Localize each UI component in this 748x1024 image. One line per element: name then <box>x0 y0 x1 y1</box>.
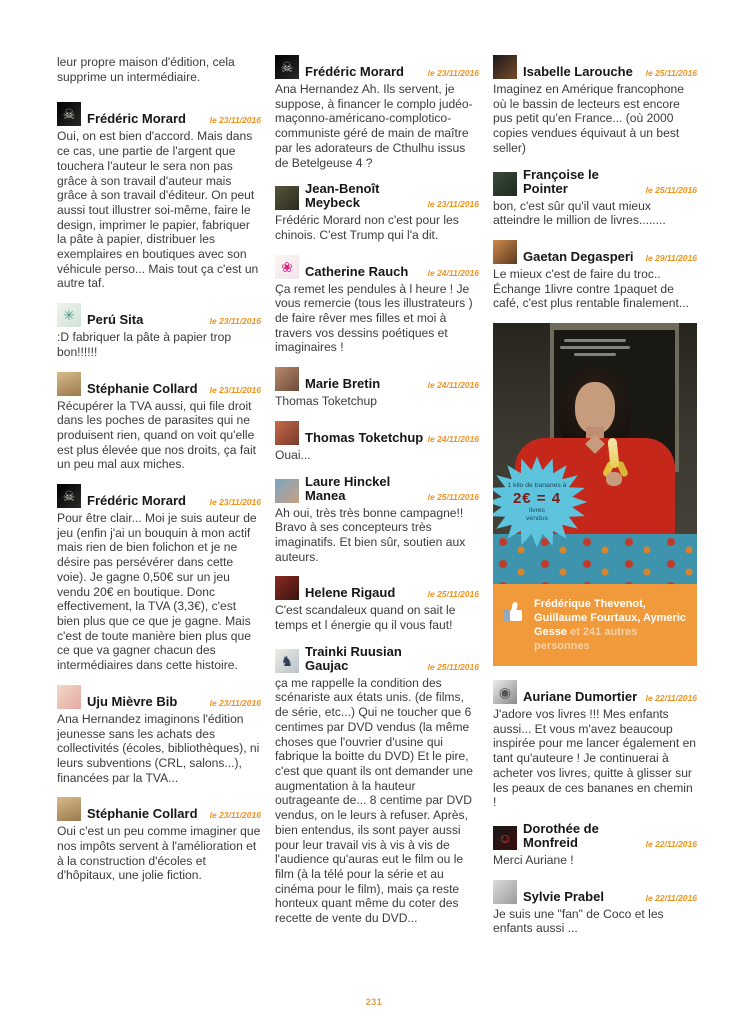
comment-text: Le mieux c'est de faire du troc.. Échange 1livre contre 1paquet de café, c'est plus rentable finalement... <box>493 266 689 311</box>
comment-text: bon, c'est sûr qu'il vaut mieux atteindre le million de livres........ <box>493 198 666 228</box>
avatar: ☠ <box>57 484 81 508</box>
comment <box>493 55 697 156</box>
avatar <box>493 880 517 904</box>
price-starburst-badge <box>493 454 589 550</box>
photo-caption-line <box>574 353 616 356</box>
comment-header <box>275 182 479 210</box>
comment-header <box>275 55 479 79</box>
comment-text: Oui, on est bien d'accord. Mais dans ce cas, une partie de l'argent que touchera l'auteur le sera non pas grâce à son travail d'auteur mais grâce à son travail d'éditeur. On peut aussi tout illustrer soi-même, faire le design, imprimer le papier, fabriquer la pâte à papier, distribuer les exemplaires en boutiques avec son véhicule perso... Mais tout ça c'est un autre taf. <box>57 129 259 291</box>
commenter-name: Stéphanie Collard <box>87 380 198 396</box>
comment <box>275 421 479 463</box>
avatar: ☠ <box>275 55 299 79</box>
commenter-name: Sylvie Prabel <box>523 888 604 904</box>
comment-text: Oui c'est un peu comme imaginer que nos impôts servent à l'amélioration et à la construction d'écoles et d'hôpitaux, une jolie fiction. <box>57 824 261 883</box>
badge-line-top: 1 kilo de bananes à <box>507 481 567 489</box>
comment-header <box>57 484 261 508</box>
commenter-name: Perú Sita <box>87 312 144 328</box>
avatar <box>57 372 81 396</box>
avatar: ◉ <box>493 680 517 704</box>
avatar <box>275 367 299 391</box>
comment-text: J'adore vos livres !!! Mes enfants aussi... Et vous m'avez beaucoup inspirée pour me lancer également en tant qu'auteure ! Je continuerai à acheter vos livres, quitte à glisser sur les peaux de ces bananes en chemin ! <box>493 707 697 810</box>
comment-text: Pour être clair... Moi je suis auteur de jeu (enfin j'ai un bouquin à mon actif mais rien de bien folichon et je ne désire pas persévérer dans cette voie). Je gagne 0,50€ sur un jeu vendu 20€ en boutique. Donc effectivement, la TVA (3,3€), c'est bien plus que ce que je gagne. Mais c'est de toute manière bien plus que ce que va gagner chacun des intermédiaires dans cette histoire. <box>57 511 257 673</box>
commenter-name: Auriane Dumortier <box>523 689 638 705</box>
commenter-name: Uju Mièvre Bib <box>87 693 178 709</box>
avatar <box>493 240 517 264</box>
comment-header <box>275 645 479 673</box>
avatar: ♞ <box>275 649 299 673</box>
comment-date: le 22/11/2016 <box>645 892 697 903</box>
comment-header <box>493 240 697 264</box>
commenter-name: Helene Rigaud <box>305 585 396 601</box>
comment-date: le 23/11/2016 <box>209 697 261 708</box>
comment-header <box>57 685 261 709</box>
comment-date: le 23/11/2016 <box>209 384 261 395</box>
woman-face <box>575 382 615 434</box>
commenter-name: Catherine Rauch <box>305 263 409 279</box>
comment-header <box>275 475 479 503</box>
comment-text: Merci Auriane ! <box>493 852 574 867</box>
comment-date: le 25/11/2016 <box>427 491 479 502</box>
likes-others-count: et 241 autres personnes <box>534 626 638 653</box>
commenter-name: Isabelle Larouche <box>523 64 633 79</box>
comment-header <box>493 168 697 196</box>
commenter-name: Trainki Ruusian Gaujac <box>305 643 402 673</box>
avatar <box>57 685 81 709</box>
comment <box>57 484 261 673</box>
likers-names: Frédérique Thevenot, Guillaume Fourtaux, Aymeric Gesse <box>534 598 687 639</box>
avatar: ☠ <box>57 102 81 126</box>
commenter-name: Frédéric Morard <box>87 493 186 509</box>
comment-date: le 24/11/2016 <box>427 433 479 444</box>
avatar <box>275 186 299 210</box>
comment-header <box>57 372 261 396</box>
comment-date: le 25/11/2016 <box>427 589 479 600</box>
comment <box>57 797 261 883</box>
comment-date: le 24/11/2016 <box>427 267 479 278</box>
commenter-name: Jean-Benoît Meybeck <box>305 181 380 211</box>
page-number: 231 <box>365 997 383 1007</box>
avatar <box>493 55 517 79</box>
comment-text: Ana Hernandez Ah. Ils servent, je suppose, à financer le complo judéo-maçonno-américano-complotico-communiste géré de main de maître par les adorateurs de Cthulhu issus de Betelgeuse 4 ? <box>275 82 473 170</box>
comment-text: Ouai... <box>275 447 311 462</box>
comment-header <box>493 822 697 850</box>
comment <box>275 576 479 632</box>
page-intro-text: leur propre maison d'édition, cela supprime un intermédiaire. <box>57 55 235 84</box>
comment <box>493 822 697 868</box>
column-2 <box>275 55 479 948</box>
comment <box>275 367 479 409</box>
comment <box>275 55 479 170</box>
banana-campaign-photo <box>493 323 697 584</box>
commenter-name: Stéphanie Collard <box>87 806 198 822</box>
avatar <box>275 421 299 445</box>
comment-text: Je suis une "fan" de Coco et les enfants aussi ... <box>493 906 664 936</box>
comment <box>493 168 697 228</box>
comment-date: le 23/11/2016 <box>209 115 261 126</box>
comment-header <box>493 55 697 79</box>
comment-text: Imaginez en Amérique francophone où le bassin de lecteurs est encore pus petit qu'en France... (où 2000 copies vendues équivaut à un best seller) <box>493 82 684 155</box>
comment-text: Ah oui, très très bonne campagne!! Bravo à ses concepteurs très imaginatifs. Et bien sûr, soutien aux auteurs. <box>275 505 466 564</box>
commenter-name: Laure Hinckel Manea <box>305 473 391 503</box>
starburst-text <box>493 454 589 550</box>
commenter-name: Frédéric Morard <box>305 64 404 79</box>
comment-header <box>493 680 697 704</box>
avatar: ❀ <box>275 255 299 279</box>
avatar: ☺ <box>493 826 517 850</box>
comment-text: ça me rappelle la condition des scénariste aux états unis. (de films, de série, etc...) Qui ne toucher que 6 centimes par DVD vendus (la même choses que l'ouvrier d'usine qui fabrique la boitte du DVD) Et le pire, c'est que quant ils ont demander une augmentation à la hauteur outrageante de... 8 centime par DVD vendus, on le leurs à refuser. Après, bien entendus, ils sont payer aussi pour leur travail vis à vis à vis de l'audience qu'auras eut le film ou le film (à la télé pour la série et au cinéma pour le film), mais ça reste honteux quant même du coter des recette de vente du DVD... <box>275 675 473 926</box>
badge-line-livres: livres <box>529 506 545 514</box>
commenter-name: Thomas Toketchup <box>305 429 424 445</box>
comment-date: le 25/11/2016 <box>427 661 479 672</box>
comment-header <box>57 303 261 327</box>
badge-line-vendus: vendus <box>526 514 548 522</box>
comment <box>57 372 261 473</box>
comments-columns <box>57 55 697 948</box>
comment <box>493 240 697 311</box>
avatar <box>493 172 517 196</box>
comment-date: le 22/11/2016 <box>645 838 697 849</box>
comment <box>57 102 261 291</box>
comment-header <box>493 880 697 904</box>
commenter-name: Gaetan Degasperi <box>523 248 634 264</box>
comment-date: le 22/11/2016 <box>645 693 697 704</box>
comment-header <box>275 255 479 279</box>
comment-header <box>275 576 479 600</box>
thumbs-up-icon <box>502 599 526 623</box>
badge-price: 2€ = 4 <box>512 489 562 507</box>
comment-date: le 23/11/2016 <box>209 316 261 327</box>
photo-caption-line <box>560 346 630 349</box>
comment <box>275 255 479 356</box>
comment <box>493 880 697 936</box>
avatar <box>275 576 299 600</box>
comment-text: Frédéric Morard non c'est pour les chinois. C'est Trump qui l'a dit. <box>275 213 459 242</box>
comment-date: le 24/11/2016 <box>427 380 479 391</box>
commenter-name: Marie Bretin <box>305 376 381 392</box>
comment-date: le 29/11/2016 <box>645 252 697 263</box>
comment-header <box>57 797 261 821</box>
column-3 <box>493 55 697 948</box>
comment-header <box>275 421 479 445</box>
woman-hand <box>606 472 622 486</box>
comment-date: le 25/11/2016 <box>645 184 697 195</box>
avatar <box>275 479 299 503</box>
facebook-like-bar <box>493 584 697 666</box>
comment-text: Ça remet les pendules à l heure ! Je vous remercie (tous les illustrateurs ) de faire rêver mes filles et moi à travers vos dessins poétiques et imaginaires ! <box>275 281 473 355</box>
campaign-photo-figure <box>493 323 697 666</box>
commenter-name: Frédéric Morard <box>87 111 186 127</box>
comment <box>275 645 479 926</box>
comment-header <box>57 102 261 126</box>
comment-date: le 23/11/2016 <box>427 199 479 210</box>
avatar <box>57 797 81 821</box>
comment <box>57 303 261 359</box>
column-1 <box>57 55 261 948</box>
comment <box>275 475 479 565</box>
comment-text: Récupérer la TVA aussi, qui file droit dans les poches de parasites qui ne produisent rien, quand on voit qu'elle est plus élevée que nos droits, ça fait un peu mal aux miches. <box>57 398 256 472</box>
comment-date: le 23/11/2016 <box>209 810 261 821</box>
comment-text: C'est scandaleux quand on sait le temps et l énergie qu il vous faut! <box>275 603 456 633</box>
comment-text: :D fabriquer la pâte à papier trop bon!!!!!! <box>57 330 232 359</box>
commenter-name: Françoise le Pointer <box>523 166 599 196</box>
commenter-name: Dorothée de Monfreid <box>523 820 599 850</box>
comment-date: le 23/11/2016 <box>427 68 479 78</box>
comment <box>275 182 479 242</box>
comment <box>57 685 261 786</box>
comment-date: le 23/11/2016 <box>209 497 261 508</box>
avatar: ✳ <box>57 303 81 327</box>
comment-date: le 25/11/2016 <box>645 68 697 78</box>
comment-text: Thomas Toketchup <box>275 394 377 409</box>
comment-text: Ana Hernandez imaginons l'édition jeunesse sans les achats des collectivités (écoles, bibliothèques), ni leurs subventions (CRL, salons...), financées par la TVA... <box>57 711 260 785</box>
comment <box>493 680 697 810</box>
photo-caption-line <box>564 339 626 342</box>
likes-text <box>534 597 687 653</box>
comment-header <box>275 367 479 391</box>
